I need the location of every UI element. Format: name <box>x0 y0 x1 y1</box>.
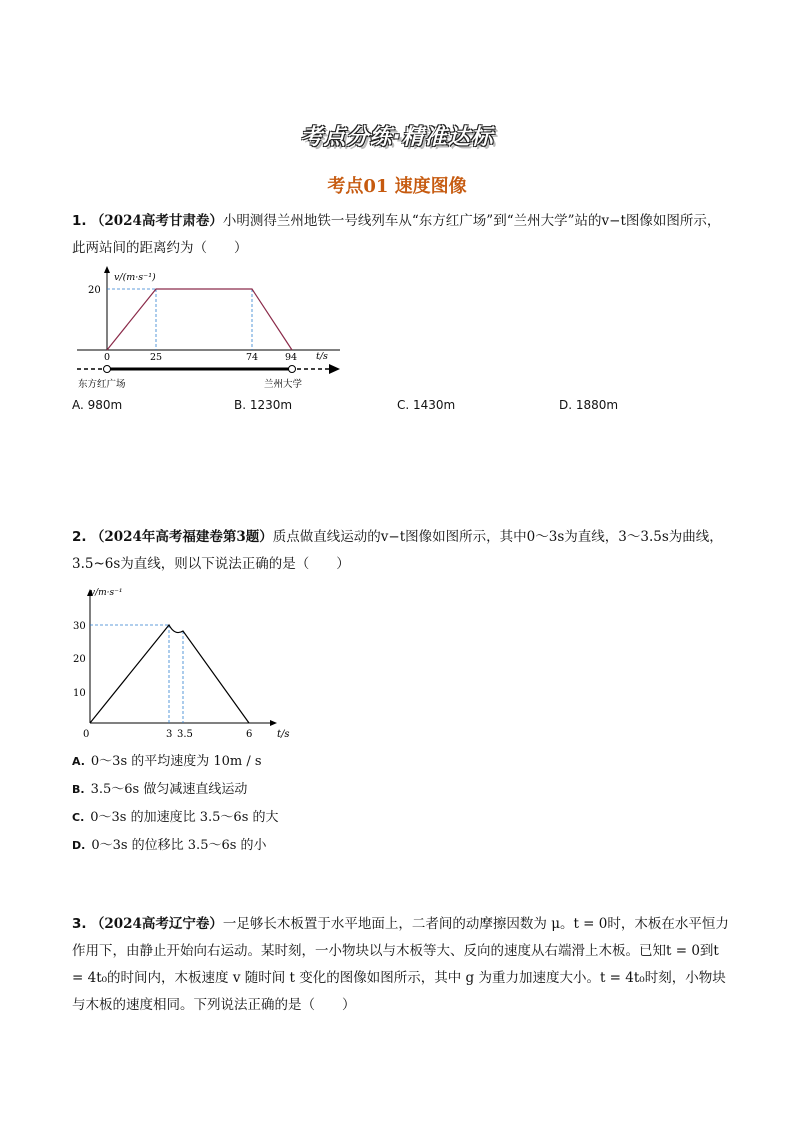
question-source: （2024高考辽宁卷） <box>90 916 223 932</box>
section-title: 考点01 速度图像 <box>327 176 467 197</box>
question-text: 小明测得兰州地铁一号线列车从“东方红广场”到“兰州大学”站的v−t图像如图所示，此两站间的距离约为（ ） <box>72 213 721 256</box>
q2-ytick-10: 10 <box>73 688 86 699</box>
q1-vt-chart <box>72 264 352 394</box>
banner-title: 考点分练·精准达标 <box>300 125 494 150</box>
q2-vt-chart <box>72 582 302 742</box>
question-number: 3. <box>72 916 87 932</box>
question-2 <box>72 524 732 578</box>
q1-xtick-0: 0 <box>104 352 111 363</box>
q1-ytick: 20 <box>88 285 101 296</box>
q1-station-end: 兰州大学 <box>264 379 303 390</box>
q2-ytick-30: 30 <box>73 621 86 632</box>
q2-option-c[interactable] <box>72 806 279 825</box>
q1-xlabel: t/s <box>316 351 328 362</box>
question-text: 一足够长木板置于水平地面上，二者间的动摩擦因数为 μ。t = 0时，木板在水平恒力作用下，由静止开始向右运动。某时刻，一小物块以与木板等大、反向的速度从右端滑上木板。已知t = 0到t = 4t₀的时间内，木板速度 v 随时间 t 变化的图像如图所示，其中 g 为重力加速度大小。t = 4t₀时刻，小物块与木板的速度相同。下列说法正确的是（ ） <box>72 916 729 1013</box>
question-source: （2024年高考福建卷第3题） <box>90 529 273 545</box>
question-3 <box>72 911 732 1019</box>
q2-xtick-6: 6 <box>246 729 253 740</box>
q2-xtick-3-5: 3.5 <box>177 729 193 740</box>
q1-option-c[interactable]: C. 1430m <box>397 398 456 412</box>
question-text: 质点做直线运动的v−t图像如图所示，其中0～3s为直线，3～3.5s为曲线，3.5~6s为直线，则以下说法正确的是（ ） <box>72 529 723 572</box>
q2-option-a[interactable] <box>72 750 262 769</box>
question-number: 1. <box>72 213 87 229</box>
option-text: 3.5～6s 做匀减速直线运动 <box>90 782 248 797</box>
question-number: 2. <box>72 529 87 545</box>
question-1 <box>72 208 732 262</box>
q2-ytick-20: 20 <box>73 654 86 665</box>
q2-option-d[interactable] <box>72 834 267 853</box>
q2-xtick-0: 0 <box>83 729 90 740</box>
option-text: 0～3s 的加速度比 3.5～6s 的大 <box>90 810 279 825</box>
q1-option-a[interactable]: A. 980m <box>72 398 123 412</box>
option-label: A. <box>72 755 85 768</box>
q1-xtick-2: 74 <box>246 352 259 363</box>
option-label: B. <box>72 783 85 796</box>
q1-station-start: 东方红广场 <box>78 379 126 390</box>
q2-option-b[interactable] <box>72 778 247 797</box>
q2-ylabel: v/m·s⁻¹ <box>90 588 123 598</box>
q1-xtick-3: 94 <box>285 352 298 363</box>
q1-option-b[interactable]: B. 1230m <box>234 398 293 412</box>
q2-xlabel: t/s <box>277 729 290 740</box>
q1-ylabel: v/(m·s⁻¹) <box>114 272 156 283</box>
q1-option-d[interactable]: D. 1880m <box>559 398 619 412</box>
q2-xtick-3: 3 <box>166 729 173 740</box>
option-text: 0～3s 的位移比 3.5～6s 的小 <box>91 838 267 853</box>
question-source: （2024高考甘肃卷） <box>90 213 223 229</box>
option-text: 0～3s 的平均速度为 10m / s <box>90 754 262 769</box>
option-label: D. <box>72 839 86 852</box>
option-label: C. <box>72 811 85 824</box>
q1-xtick-1: 25 <box>150 352 163 363</box>
